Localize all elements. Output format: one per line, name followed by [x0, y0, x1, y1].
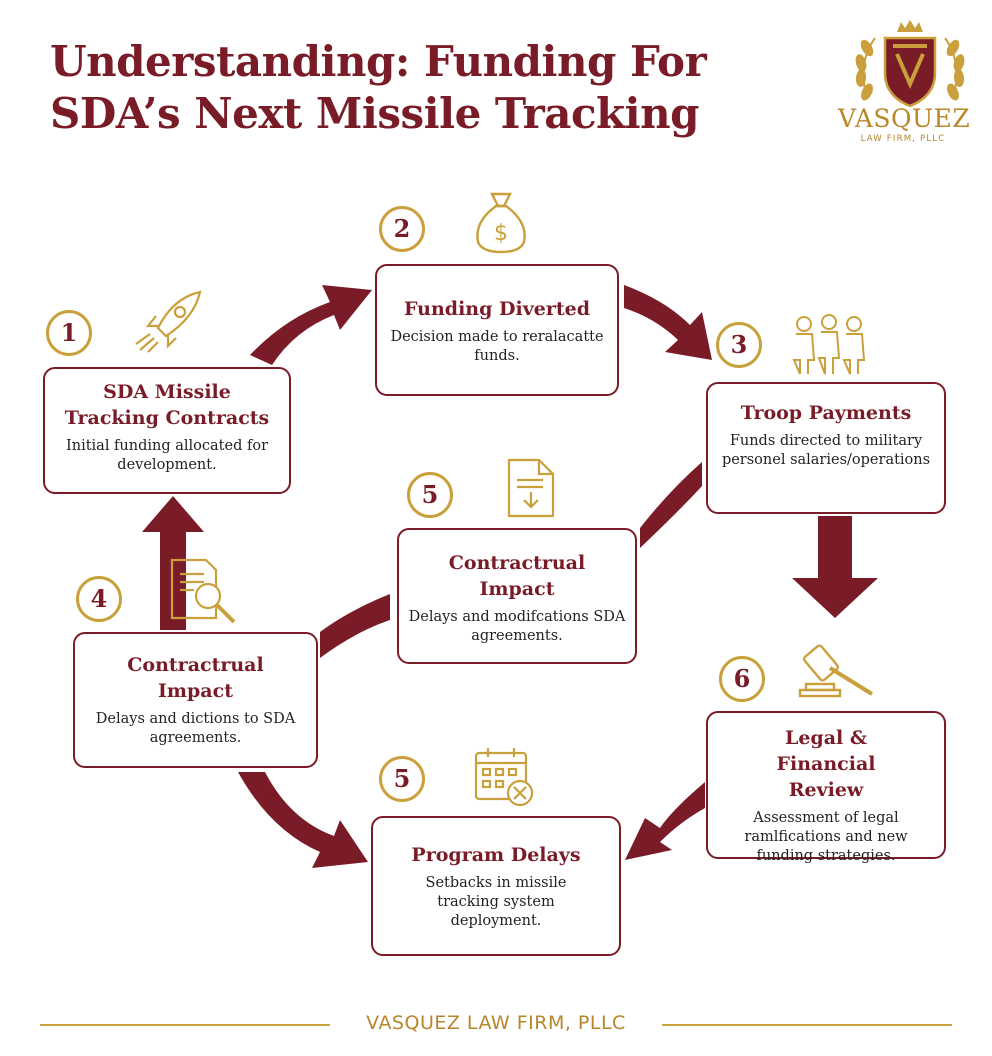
step-2-card [375, 264, 619, 396]
arrow-2-to-3 [624, 285, 712, 360]
step-3-title: Troop Payments [740, 402, 912, 424]
arrow-3-to-5 [640, 462, 702, 548]
step-1-number: 1 [46, 310, 92, 356]
footer-line-right [662, 1024, 952, 1026]
step-4-number: 4 [76, 576, 122, 622]
step-6-desc: Assessment of legal ramlfications and new funding strategies. [744, 810, 908, 864]
logo-subtitle: LAW FIRM, PLLC [860, 134, 946, 144]
step-5a-title: Contractrual Impact [448, 552, 586, 600]
step-5b-desc: Setbacks in missile tracking system deployment. [425, 875, 567, 929]
rocket-icon [128, 288, 208, 354]
step-5b-card [371, 816, 621, 956]
step-6-title: Legal & Financial Review [776, 727, 876, 801]
document-download-icon [505, 456, 557, 520]
step-5b-number: 5 [379, 756, 425, 802]
arrow-5-to-4 [320, 594, 390, 658]
arrow-4-to-program [238, 772, 368, 868]
step-2-desc: Decision made to reralacatte funds. [390, 329, 604, 364]
step-3-card [706, 382, 946, 514]
calendar-cancel-icon [472, 745, 536, 809]
title-line-1: Understanding: Funding For [50, 37, 707, 86]
step-1-card [43, 367, 291, 494]
step-2-title: Funding Diverted [404, 298, 590, 320]
step-1-title: SDA Missile Tracking Contracts [64, 381, 270, 429]
logo-name: VASQUEZ [838, 104, 971, 133]
step-3-desc: Funds directed to military personel salaries/operations [721, 433, 931, 468]
gavel-icon [796, 640, 878, 704]
footer-line-left [40, 1024, 330, 1026]
step-3-number: 3 [716, 322, 762, 368]
footer-text: VASQUEZ LAW FIRM, PLLC [366, 1012, 626, 1034]
step-5a-card [397, 528, 637, 664]
title-line-2: SDA’s Next Missile Tracking [50, 89, 699, 138]
step-2-number: 2 [379, 206, 425, 252]
svg-text:$: $ [494, 221, 508, 246]
document-search-icon [168, 556, 240, 626]
arrow-3-to-6 [792, 516, 878, 618]
step-5b-title: Program Delays [411, 844, 581, 866]
step-6-card [706, 711, 946, 864]
step-5a-desc: Delays and modifcations SDA agreements. [408, 609, 626, 644]
troops-icon [788, 310, 870, 376]
step-1-desc: Initial funding allocated for development. [66, 438, 268, 473]
step-4-card [73, 632, 318, 768]
step-6-number: 6 [719, 656, 765, 702]
money-bag-icon [470, 186, 532, 256]
step-5a-number: 5 [407, 472, 453, 518]
arrow-1-to-2 [250, 285, 372, 365]
step-4-title: Contractrual Impact [127, 654, 264, 702]
arrow-6-to-program [625, 782, 705, 860]
step-4-desc: Delays and dictions to SDA agreements. [95, 711, 296, 746]
